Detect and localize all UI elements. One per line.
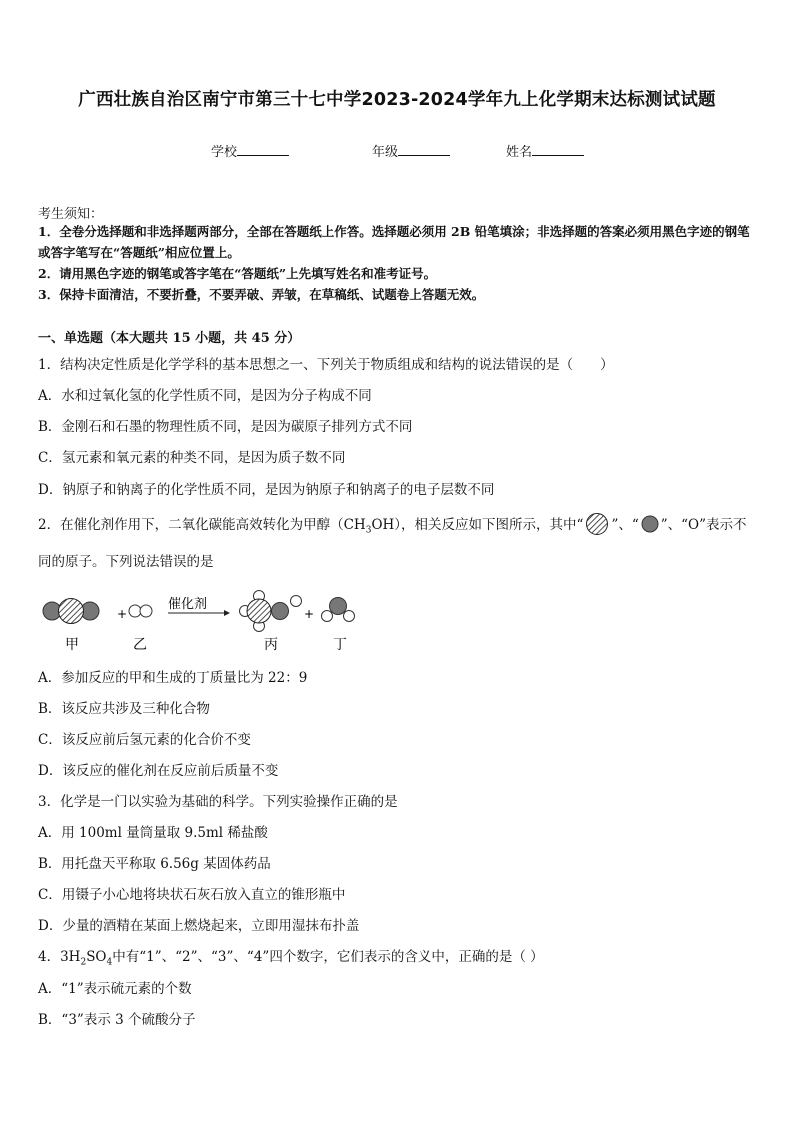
- question-2-stem-line2: 同的原子。下列说法错误的是: [38, 554, 214, 570]
- page-title: 广西壮族自治区南宁市第三十七中学2023-2024学年九上化学期末达标测试试题: [78, 90, 716, 110]
- q1-option-d: D．钠原子和钠离子的化学性质不同，是因为钠原子和钠离子的电子层数不同: [38, 482, 495, 498]
- hatched-atom-icon: [583, 513, 611, 535]
- plus-sign-1: +: [117, 607, 128, 621]
- q2-option-a: A．参加反应的甲和生成的丁质量比为 22：9: [38, 670, 308, 686]
- q1-option-c: C．氢元素和氧元素的种类不同，是因为质子数不同: [38, 450, 346, 466]
- section-heading: 一、单选题（本大题共 15 小题，共 45 分）: [38, 331, 301, 346]
- molecule-bing: [240, 591, 302, 632]
- name-blank[interactable]: [532, 143, 584, 156]
- label-bing: 丙: [264, 637, 278, 653]
- notice-item-3: 3．保持卡面清洁，不要折叠，不要弄破、弄皱，在草稿纸、试题卷上答题无效。: [38, 287, 485, 302]
- label-ding: 丁: [333, 637, 347, 653]
- plus-sign-2: +: [304, 607, 315, 621]
- q4-option-b: B．“3”表示 3 个硫酸分子: [38, 1012, 196, 1028]
- gray-atom-icon: [639, 514, 661, 534]
- molecule-yi: [129, 605, 152, 617]
- notice-heading: 考生须知：: [38, 207, 104, 222]
- q1-option-b: B．金刚石和石墨的物理性质不同，是因为碳原子排列方式不同: [38, 419, 413, 435]
- notice-item-1: 1．全卷分选择题和非选择题两部分，全部在答题纸上作答。选择题必须用 2B 铅笔填涂；非选择题的答案必须用黑色字迹的钢笔或答字笔写在“答题纸”相应位置上。: [38, 224, 750, 260]
- q3-option-d: D．少量的酒精在某面上燃烧起来，立即用湿抹布扑盖: [38, 918, 360, 934]
- molecule-ding: [322, 598, 355, 622]
- grade-field[interactable]: [372, 141, 450, 160]
- grade-blank[interactable]: [398, 143, 450, 156]
- q3-option-b: B．用托盘天平称取 6.56g 某固体药品: [38, 856, 271, 872]
- q4-option-a: A．“1”表示硫元素的个数: [38, 981, 192, 997]
- q3-option-c: C．用镊子小心地将块状石灰石放入直立的锥形瓶中: [38, 887, 346, 903]
- notice-item-2: 2．请用黑色字迹的钢笔或答字笔在“答题纸”上先填写姓名和准考证号。: [38, 266, 437, 281]
- grade-label: 年级: [372, 145, 399, 160]
- school-blank[interactable]: [237, 143, 289, 156]
- reaction-diagram: [38, 588, 368, 656]
- q2-option-d: D．该反应的催化剂在反应前后质量不变: [38, 763, 279, 779]
- question-3-stem: 3．化学是一门以实验为基础的科学。下列实验操作正确的是: [38, 794, 398, 810]
- question-4-stem: 4．$3H_2SO_4$中有“1”、“2”、“3”、“4”四个数字，它们表示的含义中，正确的是（ ）: [38, 949, 544, 968]
- q2-option-b: B．该反应共涉及三种化合物: [38, 701, 210, 717]
- label-jia: 甲: [65, 637, 79, 653]
- question-2-stem: 2．在催化剂作用下，二氧化碳能高效转化为甲醇$(CH_3OH)$，相关反应如下图所示，其中“ ”、“ ”、“O”表示不: [38, 513, 758, 536]
- molecule-jia: [43, 599, 99, 624]
- label-yi: 乙: [133, 637, 147, 653]
- name-label: 姓名: [506, 145, 533, 160]
- catalyst-label: 催化剂: [168, 597, 208, 612]
- q3-option-a: A．用 100ml 量筒量取 9.5ml 稀盐酸: [38, 825, 268, 841]
- question-1-stem: 1．结构决定性质是化学学科的基本思想之一、下列关于物质组成和结构的说法错误的是（ ）: [38, 357, 614, 373]
- name-field[interactable]: [506, 141, 584, 160]
- q2-option-c: C．该反应前后氢元素的化合价不变: [38, 732, 251, 748]
- q1-option-a: A．水和过氧化氢的化学性质不同，是因为分子构成不同: [38, 388, 372, 404]
- school-label: 学校: [211, 145, 238, 160]
- school-field[interactable]: [211, 141, 289, 160]
